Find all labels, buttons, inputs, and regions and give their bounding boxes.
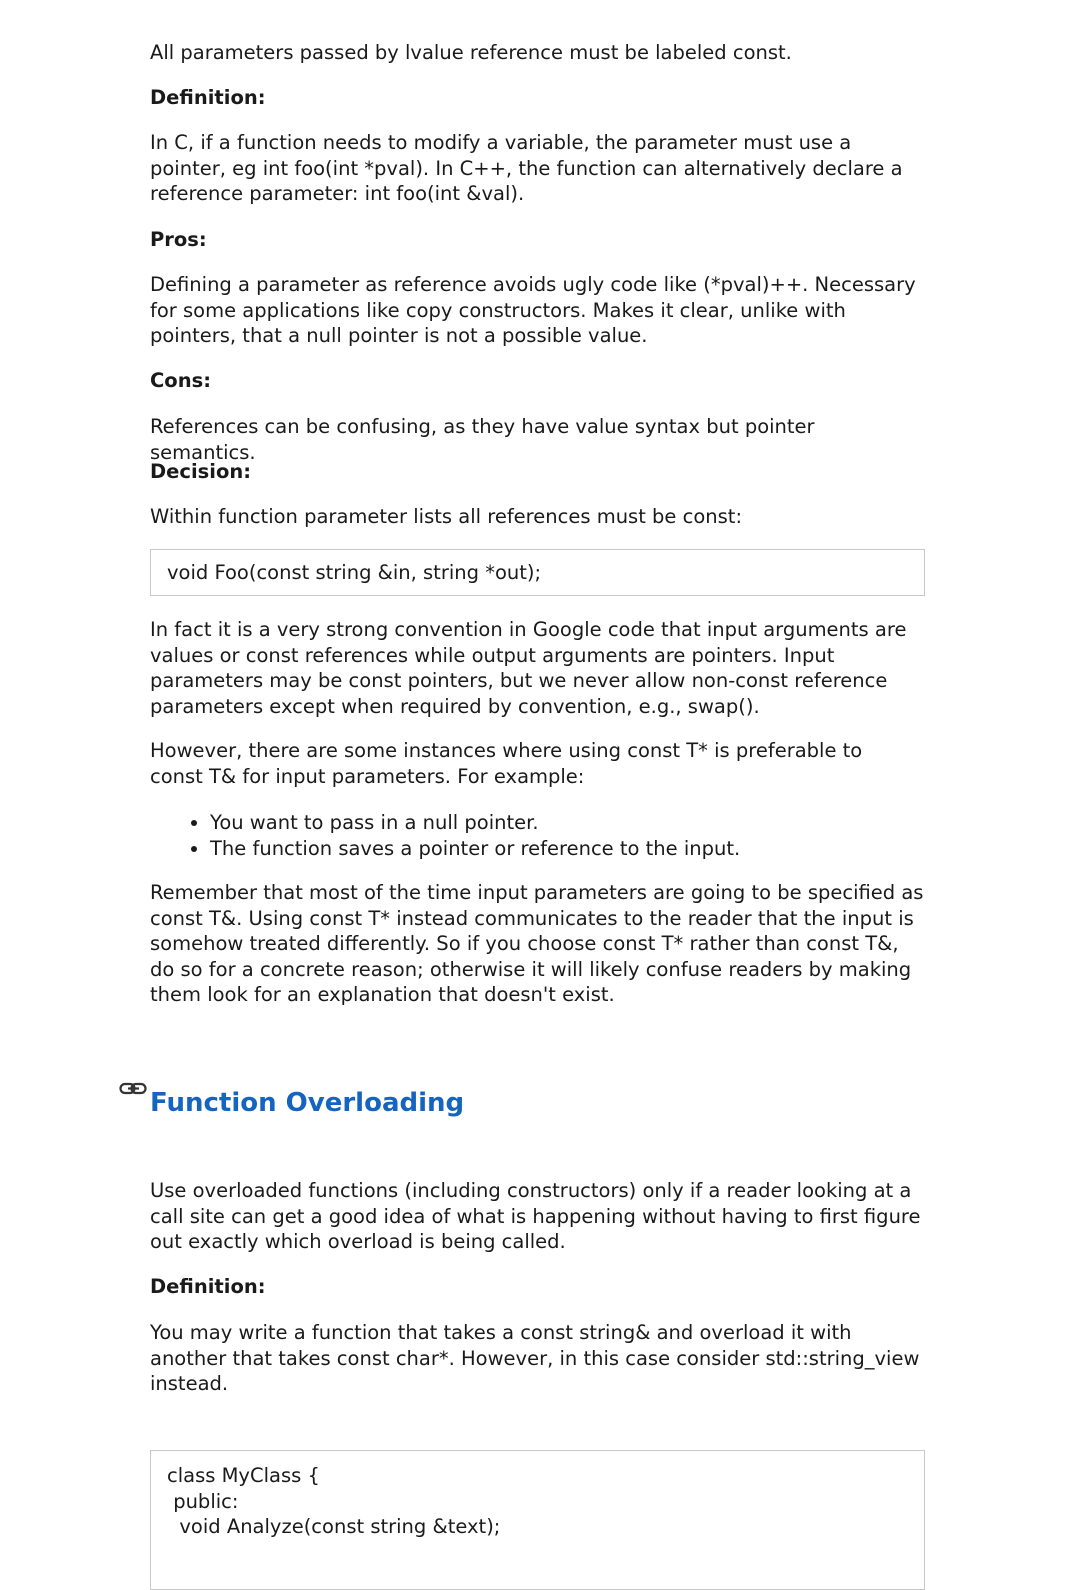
however-paragraph: However, there are some instances where using const T* is preferable to const T& for input parameters. For example: xyxy=(150,739,863,788)
link-icon[interactable] xyxy=(119,1081,149,1097)
code-example-foo: void Foo(const string &in, string *out); xyxy=(150,549,925,596)
definition-heading: Definition: xyxy=(150,86,266,109)
definition-text: You may write a function that takes a const string& and overload it with another that takes const char*. However, in this case consider std::string_view instead. xyxy=(150,1321,920,1395)
reference-args-summary: All parameters passed by lvalue reference must be labeled const. xyxy=(150,41,792,64)
decision-text: Within function parameter lists all references must be const: xyxy=(150,505,743,528)
bullet-list xyxy=(150,810,985,861)
list-item: • You want to pass in a null pointer. xyxy=(210,810,985,836)
remember-paragraph: Remember that most of the time input parameters are going to be specified as const T&. Using const T* instead communicates to the reader that the input is somehow treated differently. So if you choose const T* rather than const T&, do so for a concrete reason; otherwise it will likely confuse readers by making them look for an explanation that doesn't exist. xyxy=(150,881,924,1006)
pros-heading: Pros: xyxy=(150,228,207,251)
cons-text: References can be confusing, as they have value syntax but pointer semantics. xyxy=(150,415,815,464)
overloading-summary: Use overloaded functions (including constructors) only if a reader looking at a call site can get a good idea of what is happening without having to first figure out exactly which overload is being called. xyxy=(150,1179,921,1253)
cons-heading: Cons: xyxy=(150,369,211,392)
list-item: • The function saves a pointer or reference to the input. xyxy=(210,836,985,862)
pros-text: Defining a parameter as reference avoids ugly code like (*pval)++. Necessary for some applications like copy constructors. Makes it clear, unlike with pointers, that a null pointer is not a possible value. xyxy=(150,273,916,347)
definition-heading: Definition: xyxy=(150,1275,266,1298)
code-example-myclass: class MyClass { public: void Analyze(const string &text); xyxy=(150,1450,925,1590)
convention-paragraph: In fact it is a very strong convention in Google code that input arguments are values or const references while output arguments are pointers. Input parameters may be const pointers, but we never allow non-const reference parameters except when required by convention, e.g., swap(). xyxy=(150,618,907,718)
definition-text: In C, if a function needs to modify a variable, the parameter must use a pointer, eg int foo(int *pval). In C++, the function can alternatively declare a reference parameter: int foo(int &val). xyxy=(150,131,903,205)
decision-heading: Decision: xyxy=(150,460,252,483)
section-title-function-overloading[interactable]: Function Overloading xyxy=(150,1088,465,1118)
